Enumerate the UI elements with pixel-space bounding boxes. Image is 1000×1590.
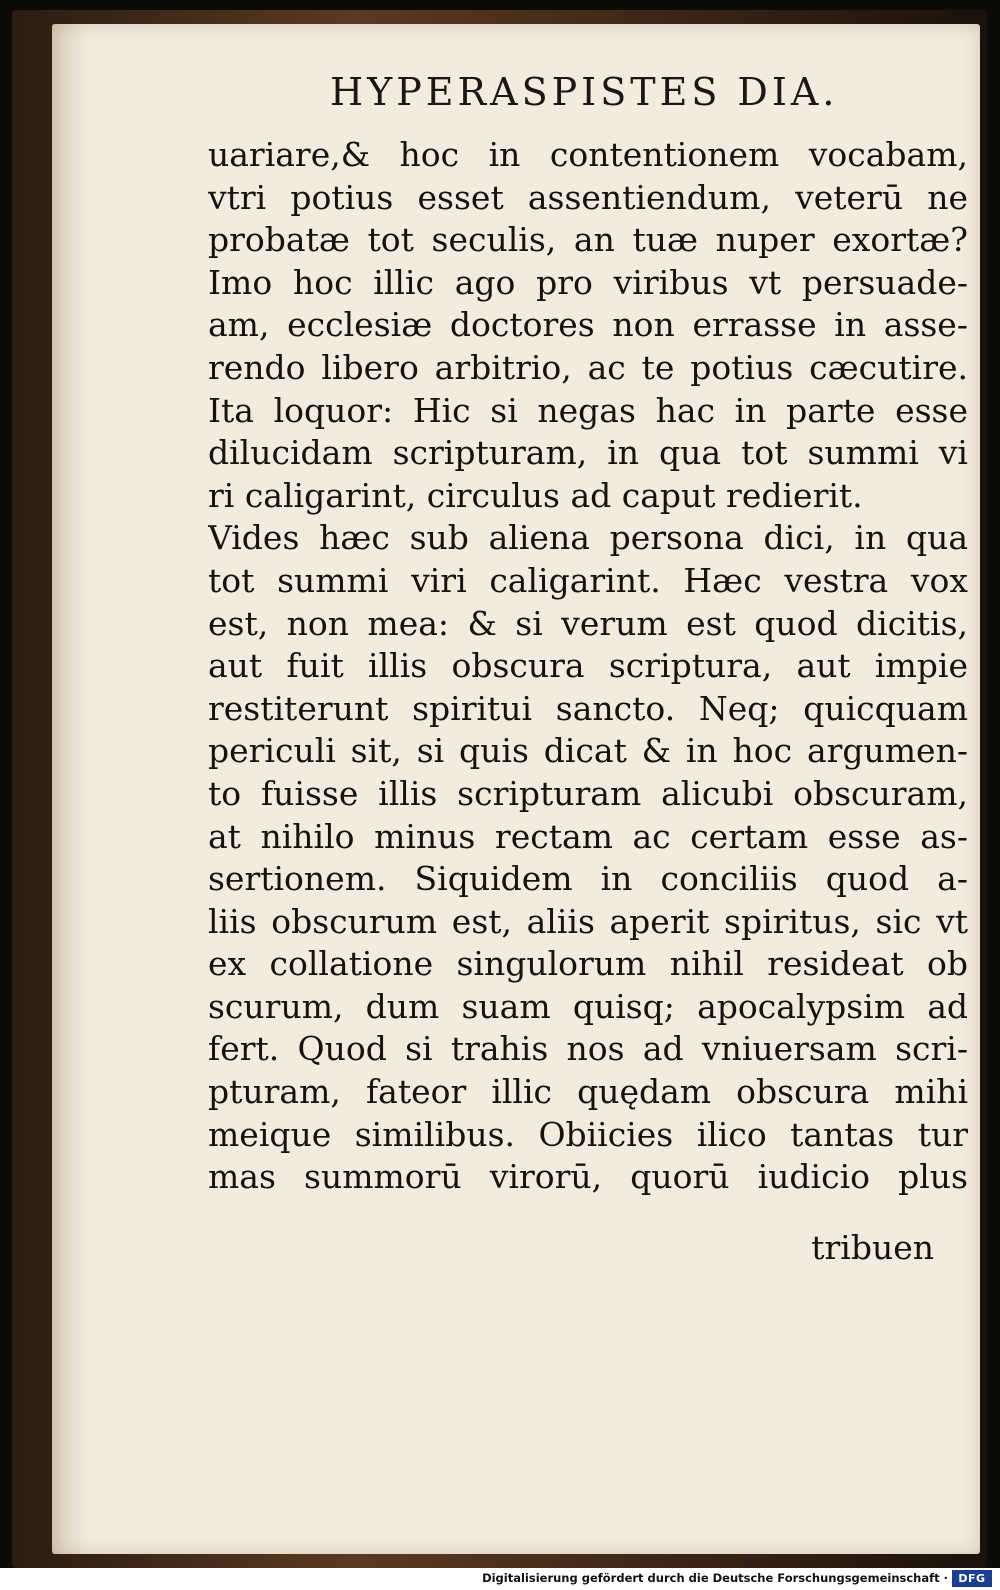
text-line: aut fuit illis obscura scriptura, aut impie	[208, 646, 968, 686]
text-line: scurum, dum suam quisq; apocalypsim ad	[208, 986, 968, 1026]
text-line: periculi sit, si quis dicat & in hoc argumen-	[208, 731, 968, 771]
text-line: probatæ tot seculis, an tuæ nuper exortæ?	[208, 220, 968, 260]
text-line: Vides hæc sub aliena persona dici, in qua	[208, 518, 968, 558]
page-text	[208, 134, 968, 1199]
text-line: Ita loquor: Hic si negas hac in parte esse	[208, 390, 968, 430]
footer-bar	[0, 1568, 1000, 1590]
text-line: pturam, fateor illic quędam obscura mihi	[208, 1072, 968, 1112]
text-line: dilucidam scripturam, in qua tot summi vi	[208, 433, 968, 473]
text-line: sertionem. Siquidem in conciliis quod a-	[208, 859, 968, 899]
text-line: am, ecclesiæ doctores non errasse in asse-	[208, 305, 968, 345]
text-line: fert. Quod si trahis nos ad vniuersam scri-	[208, 1029, 968, 1069]
text-line: tot summi viri caligarint. Hæc vestra vox	[208, 560, 968, 600]
text-line: ex collatione singulorum nihil resideat ob	[208, 944, 968, 984]
text-line: meique similibus. Obiicies ilico tantas tur	[208, 1114, 968, 1154]
text-line: Imo hoc illic ago pro viribus vt persuade-	[208, 262, 968, 302]
catchword: tribuen	[811, 1228, 934, 1267]
text-line: at nihilo minus rectam ac certam esse as-	[208, 816, 968, 856]
text-line: to fuisse illis scripturam alicubi obscuram,	[208, 773, 968, 813]
text-line: mas summorū virorū, quorū iudicio plus	[208, 1157, 968, 1197]
text-line: est, non mea: & si verum est quod dicitis,	[208, 603, 968, 643]
dfg-logo: DFG	[952, 1570, 992, 1587]
text-line: ri caligarint, circulus ad caput redierit.	[208, 475, 863, 515]
text-line: restiterunt spiritui sancto. Neq; quicquam	[208, 688, 968, 728]
running-head: HYPERASPISTES DIA.	[330, 70, 839, 114]
funding-credit: Digitalisierung gefördert durch die Deutsche Forschungsgemeinschaft ·	[482, 1571, 948, 1585]
text-line: rendo libero arbitrio, ac te potius cæcutire.	[208, 347, 968, 387]
text-line: uariare,& hoc in contentionem vocabam,	[208, 135, 968, 174]
text-line: vtri potius esset assentiendum, veterū ne	[208, 177, 968, 217]
text-line: liis obscurum est, aliis aperit spiritus, sic vt	[208, 901, 968, 941]
